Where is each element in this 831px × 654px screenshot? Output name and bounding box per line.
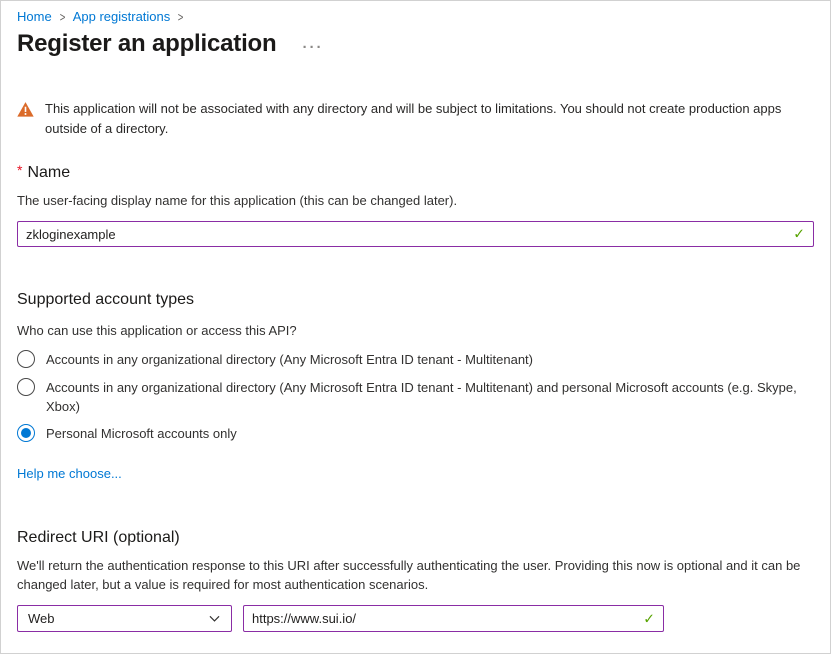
name-description: The user-facing display name for this application (this can be changed later). xyxy=(17,193,458,208)
redirect-uri-input-wrap xyxy=(243,605,664,632)
breadcrumb-separator-icon: > xyxy=(177,8,184,25)
breadcrumb-separator-icon: > xyxy=(59,8,66,25)
valid-check-icon: ✓ xyxy=(793,225,805,242)
name-label: Name xyxy=(27,164,71,181)
page-title: Register an application xyxy=(17,30,277,57)
breadcrumb xyxy=(17,9,814,24)
help-me-choose-link[interactable]: Help me choose... xyxy=(17,466,122,481)
account-type-option-multitenant-personal[interactable] xyxy=(17,378,797,416)
name-input-wrap xyxy=(17,221,814,247)
name-section-label xyxy=(17,164,814,182)
breadcrumb-app-registrations-link[interactable]: App registrations xyxy=(72,9,171,24)
supported-account-types-heading: Supported account types xyxy=(17,291,195,308)
breadcrumb-home-link[interactable]: Home xyxy=(17,9,52,24)
redirect-uri-input[interactable] xyxy=(243,605,664,632)
platform-select[interactable] xyxy=(17,605,232,632)
name-input[interactable] xyxy=(17,221,814,247)
radio-label: Accounts in any organizational directory (Any Microsoft Entra ID tenant - Multitenant) and personal Microsoft accounts (e.g. Skype, Xbox) xyxy=(46,380,797,414)
required-marker: * xyxy=(17,162,23,178)
chevron-down-icon xyxy=(208,612,221,625)
account-types-question: Who can use this application or access this API? xyxy=(17,323,297,338)
valid-check-icon: ✓ xyxy=(643,610,655,626)
account-type-option-personal-only[interactable] xyxy=(17,424,797,443)
radio-label: Personal Microsoft accounts only xyxy=(46,426,237,441)
more-options-icon[interactable]: ··· xyxy=(302,39,324,56)
redirect-uri-description: We'll return the authentication response to this URI after successfully authenticating the user. Providing this now is optional and it can be changed later, but a value is required for most authentication scenarios. xyxy=(17,558,801,592)
radio-button[interactable] xyxy=(17,378,35,396)
radio-button[interactable] xyxy=(17,350,35,368)
redirect-uri-fields xyxy=(17,605,814,632)
warning-banner xyxy=(17,99,814,139)
warning-triangle-icon xyxy=(17,101,34,118)
platform-selected-value: Web xyxy=(28,611,55,626)
radio-button[interactable] xyxy=(17,424,35,442)
page-title-row xyxy=(17,30,814,58)
account-type-option-multitenant[interactable] xyxy=(17,350,797,369)
radio-label: Accounts in any organizational directory (Any Microsoft Entra ID tenant - Multitenant) xyxy=(46,352,533,367)
redirect-uri-heading: Redirect URI (optional) xyxy=(17,529,180,546)
warning-text: This application will not be associated with any directory and will be subject to limitations. You should not create production apps outside of a directory. xyxy=(45,101,782,136)
